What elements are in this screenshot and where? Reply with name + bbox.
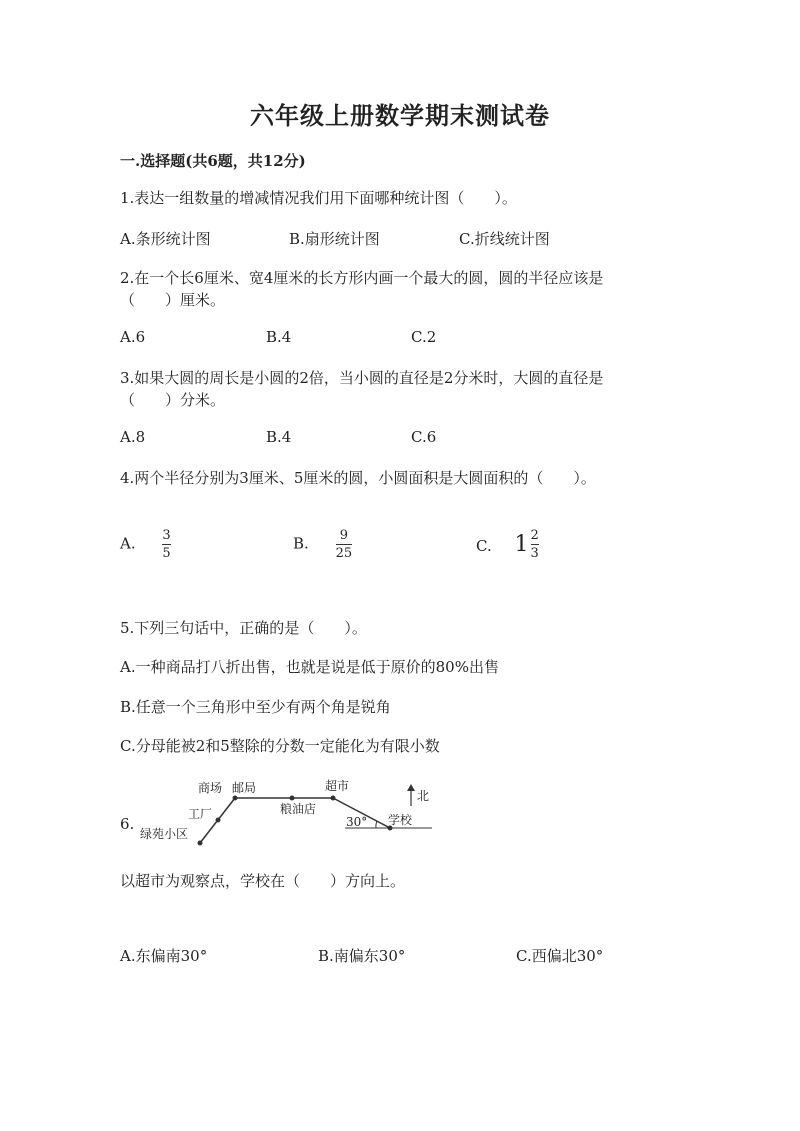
question-2-line1: 2.在一个长6厘米、宽4厘米的长方形内画一个最大的圆，圆的半径应该是 [120, 269, 604, 287]
q2-option-a[interactable]: A.6 [120, 328, 146, 346]
fraction-bar [531, 544, 539, 545]
section-heading: 一.选择题(共6题，共12分) [120, 152, 306, 170]
q2-option-c[interactable]: C.2 [411, 328, 437, 346]
point-mall-post [233, 796, 238, 801]
page-title: 六年级上册数学期末测试卷 [250, 101, 550, 130]
q1-option-a[interactable]: A.条形统计图 [120, 230, 211, 248]
q3-option-c[interactable]: C.6 [411, 428, 437, 446]
point-factory [216, 818, 221, 823]
q4-option-c-denominator: 3 [530, 546, 539, 561]
point-grain-store [290, 796, 295, 801]
q4-option-c-numerator: 2 [530, 528, 539, 543]
q4-option-b-label: B. [293, 534, 309, 553]
q4-option-b[interactable] [293, 528, 352, 561]
angle-arc [376, 821, 377, 828]
q4-option-c-label: C. [476, 537, 492, 555]
question-6-number: 6. [120, 815, 135, 833]
point-community [198, 841, 203, 846]
q4-option-b-denominator: 25 [335, 546, 353, 561]
fraction-bar [336, 544, 353, 545]
label-mall: 商场 [198, 781, 223, 795]
question-6: 以超市为观察点，学校在（ ）方向上。 [120, 872, 406, 890]
q5-option-c[interactable]: C.分母能被2和5整除的分数一定能化为有限小数 [120, 737, 440, 755]
q5-option-a[interactable]: A.一种商品打八折出售，也就是说是低于原价的80%出售 [120, 658, 499, 676]
question-4: 4.两个半径分别为3厘米、5厘米的圆，小圆面积是大圆面积的（ ）。 [120, 469, 596, 487]
q2-option-b[interactable]: B.4 [266, 328, 292, 346]
q4-option-c-whole: 1 [514, 532, 529, 557]
q3-option-b[interactable]: B.4 [266, 428, 292, 446]
question-5: 5.下列三句话中，正确的是（ ）。 [120, 619, 367, 637]
q4-option-a[interactable] [120, 528, 171, 561]
q4-option-a-label: A. [120, 534, 136, 553]
fraction-bar [162, 544, 170, 545]
north-arrow-head-icon [407, 784, 415, 791]
question-3-line1: 3.如果大圆的周长是小圆的2倍，当小圆的直径是2分米时，大圆的直径是 [120, 369, 604, 387]
label-post-office: 邮局 [232, 781, 257, 795]
q4-option-c-fraction [531, 528, 539, 561]
question-2 [120, 267, 680, 311]
q4-option-a-numerator: 3 [162, 528, 171, 543]
q4-option-c-mixed-number [515, 528, 539, 561]
q1-option-b[interactable]: B.扇形统计图 [289, 230, 380, 248]
q4-option-a-denominator: 5 [162, 546, 171, 561]
label-grain-store: 粮油店 [280, 802, 317, 816]
q4-option-a-fraction [162, 528, 170, 561]
q6-option-b[interactable]: B.南偏东30° [318, 947, 406, 965]
point-market [331, 796, 336, 801]
q1-option-c[interactable]: C.折线统计图 [459, 230, 550, 248]
question-3 [120, 367, 680, 411]
label-community: 绿苑小区 [140, 827, 189, 841]
label-north: 北 [417, 789, 430, 803]
label-factory: 工厂 [188, 807, 213, 821]
label-angle: 30° [346, 815, 368, 829]
q4-option-b-numerator: 9 [339, 528, 348, 543]
q5-option-b[interactable]: B.任意一个三角形中至少有两个角是锐角 [120, 698, 391, 716]
route-map-diagram [120, 778, 450, 848]
label-market: 超市 [325, 779, 350, 793]
q4-option-b-fraction [336, 528, 353, 561]
q4-option-c[interactable] [476, 528, 539, 561]
question-2-line2: （ ）厘米。 [120, 291, 226, 309]
q6-option-a[interactable]: A.东偏南30° [120, 947, 208, 965]
question-3-line2: （ ）分米。 [120, 391, 226, 409]
question-1: 1.表达一组数量的增减情况我们用下面哪种统计图（ ）。 [120, 189, 517, 207]
q6-option-c[interactable]: C.西偏北30° [516, 947, 604, 965]
label-school: 学校 [388, 813, 413, 827]
q3-option-a[interactable]: A.8 [120, 428, 146, 446]
